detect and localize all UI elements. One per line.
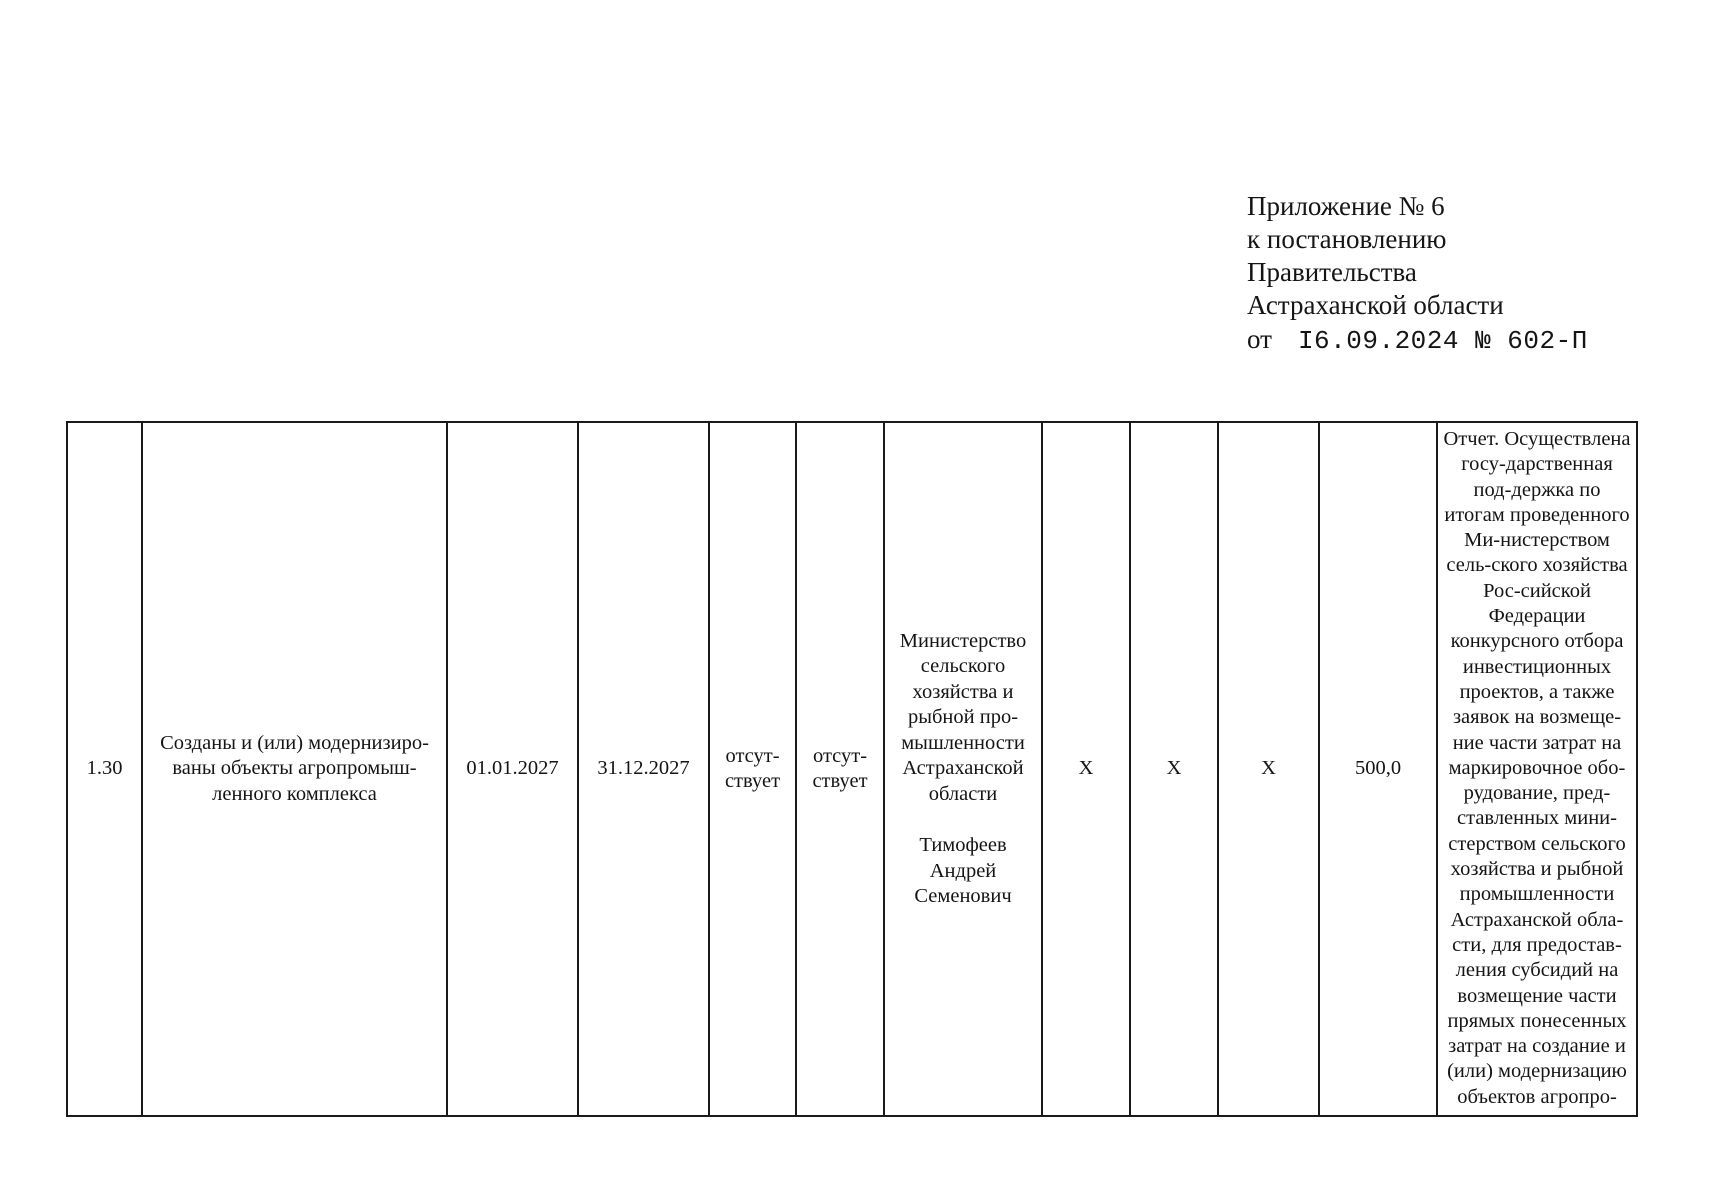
- responsible-cell: [884, 422, 1042, 1116]
- appendix-subtitle-line: к постановлению: [1247, 224, 1447, 254]
- amount-cell: 500,0: [1319, 422, 1437, 1116]
- activity-table: [66, 421, 1638, 1117]
- event-name: Созданы и (или) модернизиро-ваны объекты агропромыш-ленного комплекса: [142, 422, 447, 1116]
- report-description: Отчет. Осуществлена госу-дарственная под-держка по итогам проведенного Ми-нистерством сель-ского хозяйства Рос-сийской Федерации конкурсного отбора инвестиционных проектов, а также заявок на возмеще-ние части затрат на маркировочное обо-рудование, пред-ставленных мини-стерством сельского хозяйства и рыбной промышленности Астраханской обла-сти, для предостав-ления субсидий на возмещение части прямых понесенных затрат на создание и (или) модернизацию объектов агропро-: [1437, 422, 1637, 1116]
- appendix-date-line: [1247, 323, 1588, 358]
- responsible-person: Тимофеев Андрей Семенович: [914, 834, 1012, 907]
- end-date: 31.12.2027: [578, 422, 709, 1116]
- date-prefix: от: [1247, 324, 1272, 354]
- cell-x-2: X: [1130, 422, 1218, 1116]
- appendix-header: [1247, 190, 1588, 358]
- appendix-region-line: Астраханской области: [1247, 290, 1504, 320]
- appendix-government-line: Правительства: [1247, 257, 1417, 287]
- row-number: 1.30: [67, 422, 142, 1116]
- resolution-date-number: I6.09.2024 № 602-П: [1297, 326, 1588, 356]
- cell-x-1: X: [1042, 422, 1130, 1116]
- start-date: 01.01.2027: [447, 422, 578, 1116]
- table-row: [67, 422, 1637, 1116]
- responsible-organization: Министерство сельского хозяйства и рыбной про-мышленности Астраханской области: [899, 629, 1027, 805]
- appendix-title: Приложение № 6: [1247, 191, 1445, 221]
- cell-absent-2: отсут-ствует: [796, 422, 884, 1116]
- cell-x-3: X: [1218, 422, 1319, 1116]
- cell-absent-1: отсут-ствует: [709, 422, 796, 1116]
